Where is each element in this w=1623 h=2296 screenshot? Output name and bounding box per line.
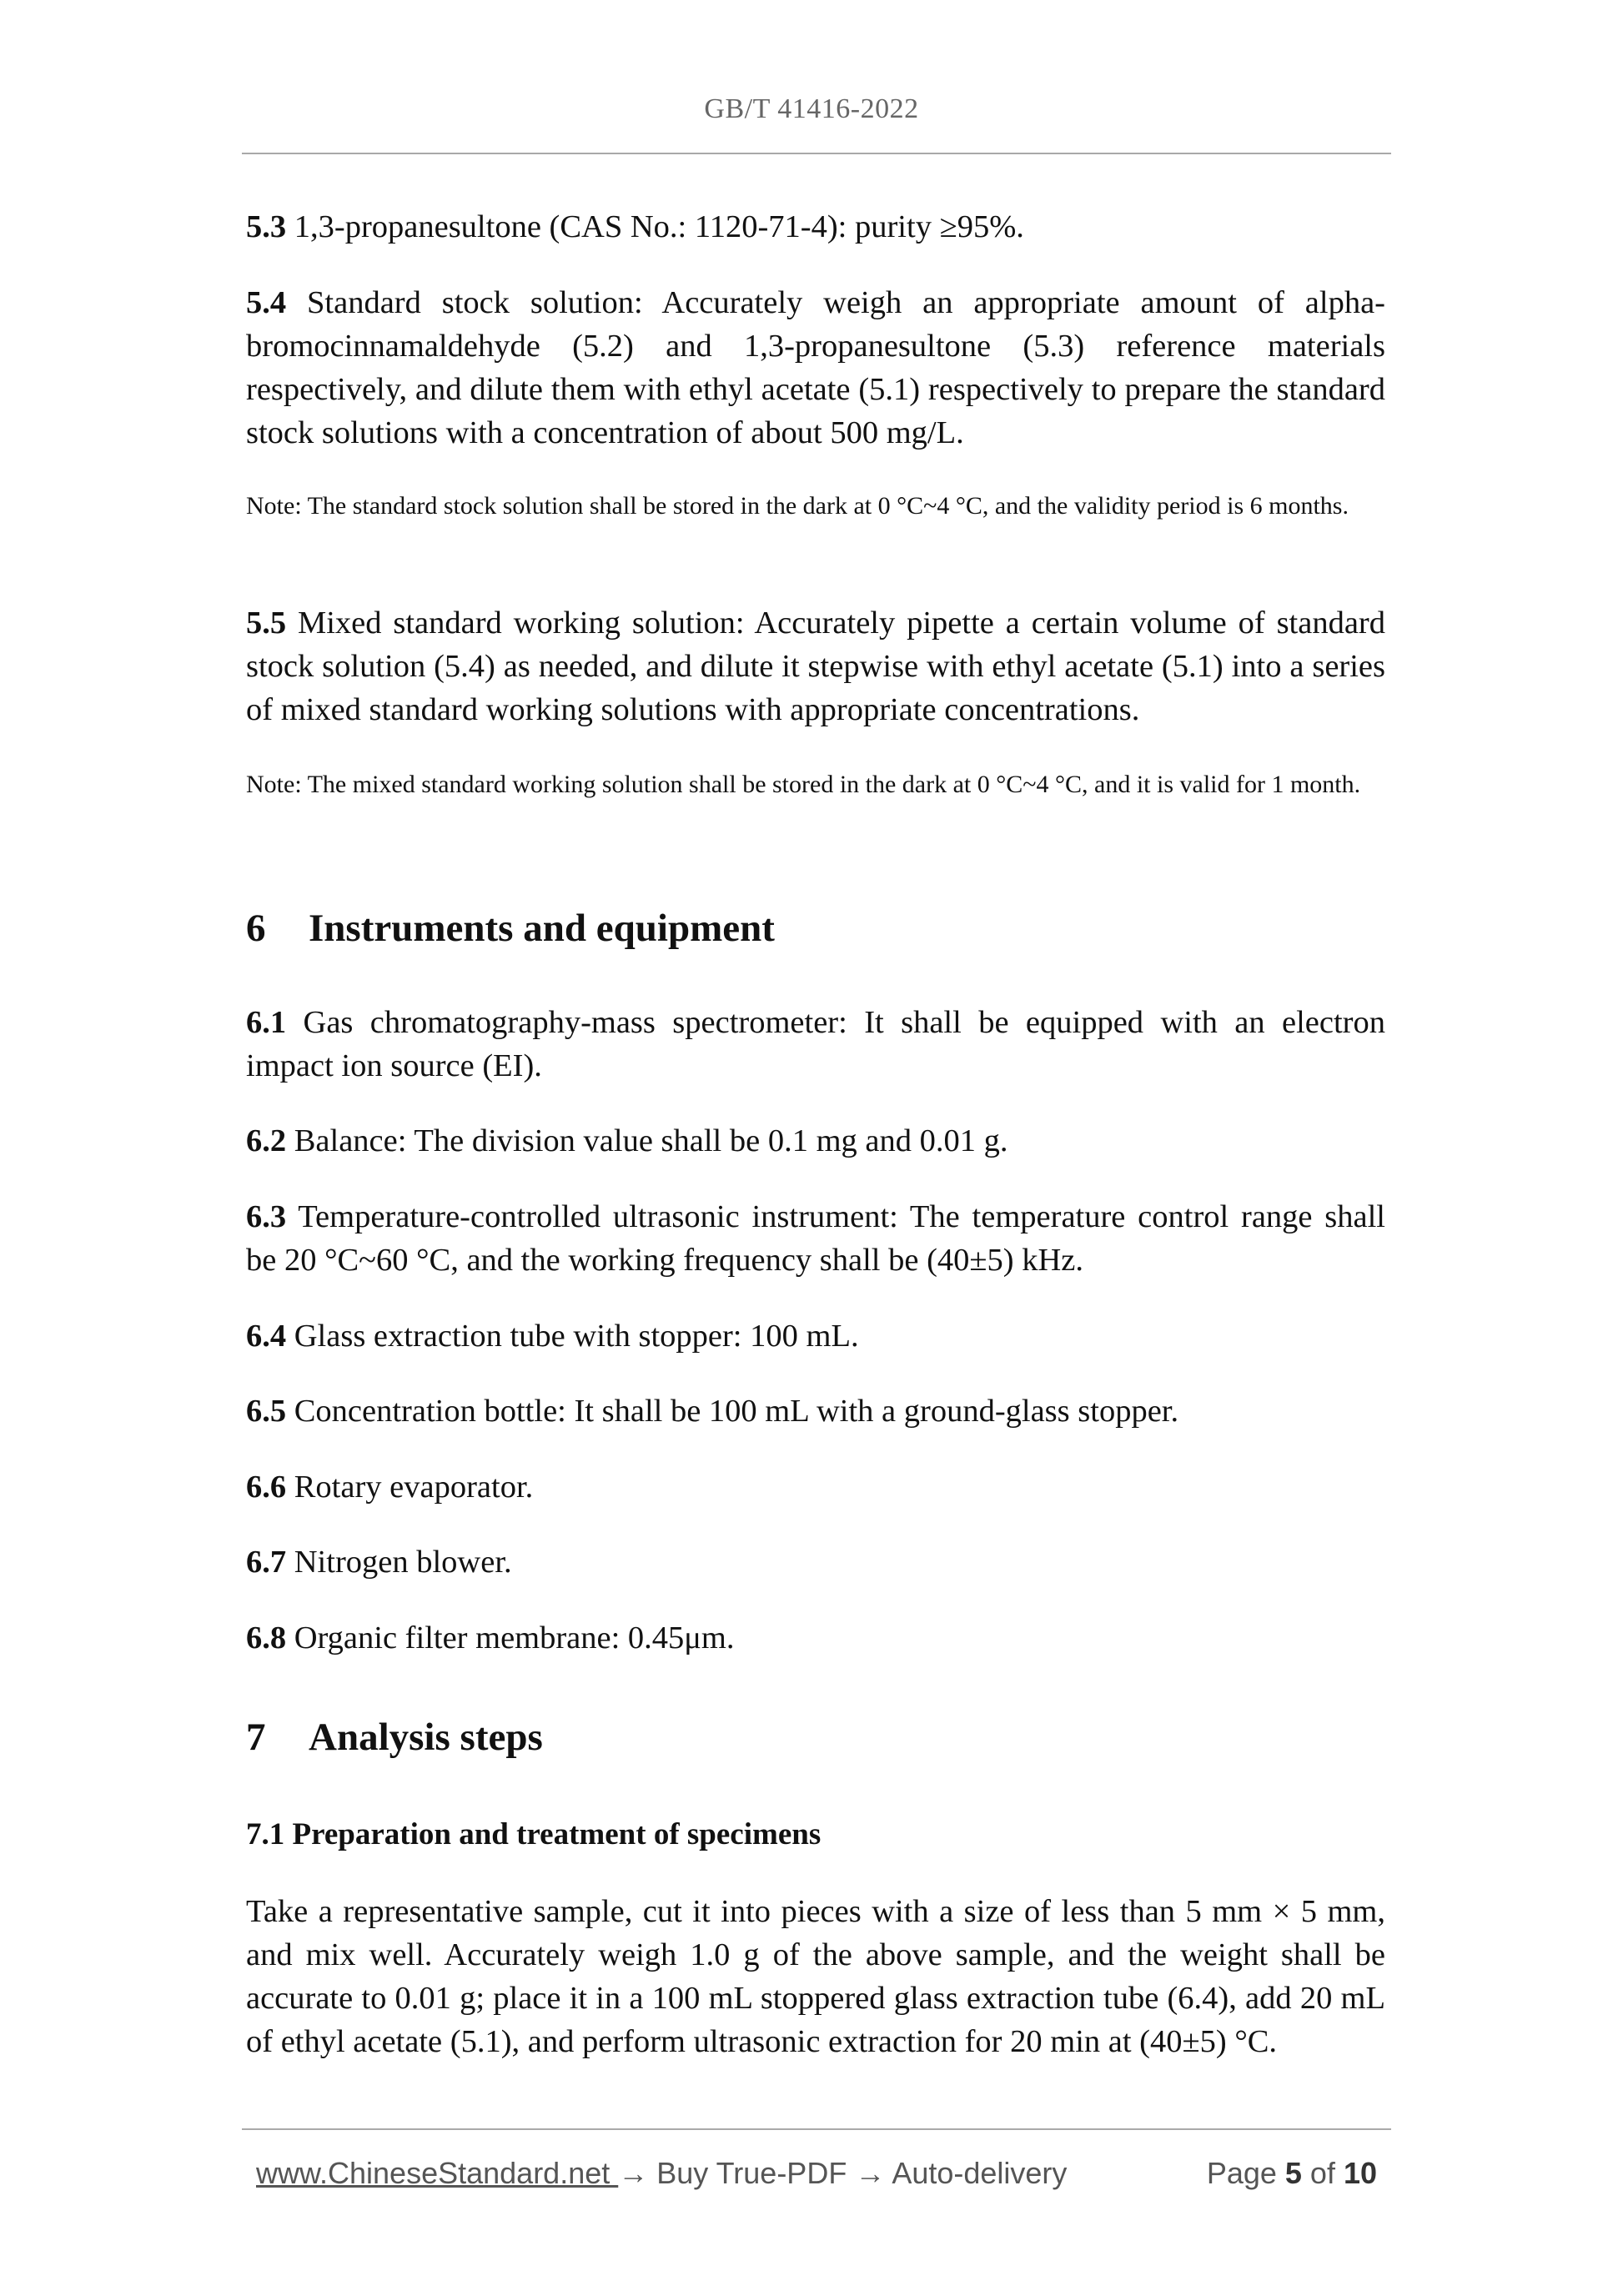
- clause-6-6: [246, 1465, 1385, 1509]
- clause-text: Organic filter membrane: 0.45μm.: [286, 1620, 735, 1655]
- clause-5-4: [246, 281, 1385, 455]
- note-text: Note: The mixed standard working solution shall be stored in the dark at 0 °C~4 °C, and it is valid for 1 month.: [246, 771, 1361, 798]
- note-working-solution: [246, 763, 1385, 806]
- note-stock-solution: [246, 485, 1385, 528]
- header-standard-code: GB/T 41416-2022: [704, 93, 919, 124]
- clause-6-3: [246, 1195, 1385, 1282]
- clause-text: Standard stock solution: Accurately weigh an appropriate amount of alpha-bromocinnamaldehyde (5.2) and 1,3-propanesultone (5.3) reference materials respectively, and dilute them with ethyl acetate (5.1) respectively to prepare the standard stock solutions with a concentration of about 500 mg/L.: [246, 285, 1385, 450]
- clause-text: 1,3-propanesultone (CAS No.: 1120-71-4): purity ≥95%.: [286, 209, 1024, 244]
- clause-6-8: [246, 1616, 1385, 1660]
- section-title: Analysis steps: [309, 1716, 543, 1759]
- clause-text: Balance: The division value shall be 0.1 mg and 0.01 g.: [286, 1123, 1008, 1158]
- clause-text: Rotary evaporator.: [286, 1470, 534, 1505]
- clause-number: 5.3: [246, 209, 287, 244]
- clause-text: Nitrogen blower.: [286, 1545, 512, 1580]
- heading-section-6: [246, 903, 1385, 953]
- heading-section-7: [246, 1712, 1385, 1762]
- clause-text: Temperature-controlled ultrasonic instrument: The temperature control range shall be 20 °C~60 °C, and the working frequency shall be (40±5) kHz.: [246, 1199, 1385, 1278]
- clause-number: 5.5: [246, 605, 287, 641]
- clause-5-3: [246, 205, 1385, 249]
- clause-number: 6.8: [246, 1620, 287, 1655]
- clause-text: Concentration bottle: It shall be 100 mL with a ground-glass stopper.: [286, 1394, 1179, 1429]
- clause-number: 6.4: [246, 1319, 287, 1354]
- clause-6-7: [246, 1540, 1385, 1584]
- note-text: Note: The standard stock solution shall be stored in the dark at 0 °C~4 °C, and the validity period is 6 months.: [246, 492, 1349, 520]
- subsection-title: 7.1 Preparation and treatment of specimens: [246, 1817, 822, 1851]
- clause-number: 6.6: [246, 1470, 287, 1505]
- clause-text: Mixed standard working solution: Accurately pipette a certain volume of standard stock solution (5.4) as needed, and dilute it stepwise with ethyl acetate (5.1) into a series of mixed standard working solutions with appropriate concentrations.: [246, 605, 1385, 727]
- clause-number: 6.5: [246, 1394, 287, 1429]
- paragraph-text: Take a representative sample, cut it into pieces with a size of less than 5 mm × 5 mm, and mix well. Accurately weigh 1.0 g of the above sample, and the weight shall be accurate to 0.01 g; place it in a 100 mL stoppered glass extraction tube (6.4), add 20 mL of ethyl acetate (5.1), and perform ultrasonic extraction for 20 min at (40±5) °C.: [246, 1894, 1385, 2059]
- clause-6-1: [246, 1001, 1385, 1088]
- header-divider: [242, 153, 1391, 154]
- clause-6-5: [246, 1389, 1385, 1433]
- section-number: 7: [246, 1716, 266, 1759]
- clause-text: Glass extraction tube with stopper: 100 mL.: [286, 1319, 859, 1354]
- clause-6-4: [246, 1314, 1385, 1358]
- page-of-label: of: [1301, 2156, 1344, 2190]
- footer-promo-text: → Buy True-PDF → Auto-delivery: [618, 2156, 1068, 2190]
- clause-6-2: [246, 1119, 1385, 1163]
- clause-number: 6.1: [246, 1005, 287, 1040]
- footer-page-counter: [1207, 2156, 1377, 2191]
- page-label: Page: [1206, 2156, 1285, 2190]
- clause-number: 6.3: [246, 1199, 287, 1234]
- section-title: Instruments and equipment: [309, 907, 775, 950]
- clause-number: 6.7: [246, 1545, 287, 1580]
- footer-website-link[interactable]: www.ChineseStandard.net: [256, 2156, 619, 2190]
- paragraph-7-1: [246, 1890, 1385, 2063]
- clause-number: 6.2: [246, 1123, 287, 1158]
- footer-divider: [242, 2128, 1391, 2130]
- clause-number: 5.4: [246, 285, 287, 320]
- section-number: 6: [246, 907, 266, 950]
- current-page-number: 5: [1284, 2156, 1302, 2190]
- heading-clause-7-1: [246, 1814, 1385, 1856]
- clause-5-5: [246, 601, 1385, 731]
- clause-text: Gas chromatography-mass spectrometer: It shall be equipped with an electron impact ion source (EI).: [246, 1005, 1385, 1083]
- footer-promo: [256, 2156, 1067, 2191]
- total-pages-number: 10: [1343, 2156, 1377, 2190]
